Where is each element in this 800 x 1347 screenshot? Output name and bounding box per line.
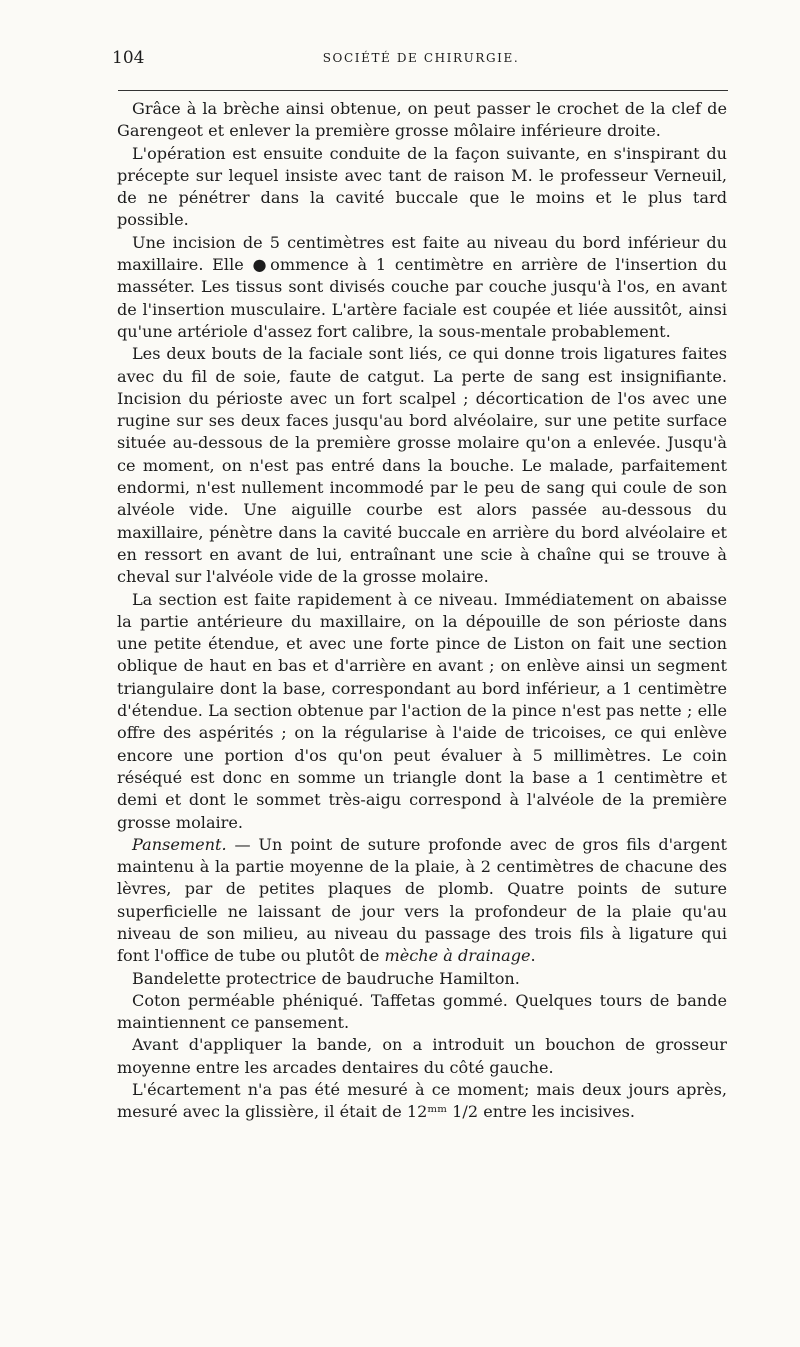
body-text <box>117 98 727 1124</box>
paragraph: Bandelette protectrice de baudruche Hamilton. <box>132 968 520 988</box>
paragraph: La section est faite rapidement à ce niveau. Immédiatement on abaisse la partie antérieure du maxillaire, on la dépouille de son périoste dans une petite étendue, et avec une forte pince de Liston on fait une section oblique de haut en bas et d'arrière en avant ; on enlève ainsi un segment triangulaire dont la base, correspondant au bord inférieur, a 1 centimètre d'étendue. La section obtenue par l'action de la pince n'est pas nette ; elle offre des aspérités ; on la régularise à l'aide de tricoises, ce qui enlève encore une portion d'os qu'on peut évaluer à 5 millimètres. Le coin réséqué est donc en somme un triangle dont la base a 1 centimètre et demi et dont le sommet très-aigu correspond à l'alvéole de la première grosse molaire. <box>117 589 727 832</box>
paragraph: Coton perméable phéniqué. Taffetas gommé. Quelques tours de bande maintiennent ce pansement. <box>117 990 727 1033</box>
page-number: 104 <box>112 48 145 68</box>
paragraph: Une incision de 5 centimètres est faite au niveau du bord inférieur du maxillaire. Elle ●ommence à 1 centimètre en arrière de l'insertion du masséter. Les tissus sont divisés couche par couche jusqu'à l'os, en avant de l'insertion musculaire. L'artère faciale est coupée et liée aussitôt, ainsi qu'une artériole d'assez fort calibre, la sous-mentale probablement. <box>117 232 727 341</box>
paragraph: L'écartement n'a pas été mesuré à ce moment; mais deux jours après, mesuré avec la glissière, il était de 12ᵐᵐ 1/2 entre les incisives. <box>117 1080 727 1122</box>
running-title: SOCIÉTÉ DE CHIRURGIE. <box>322 51 520 65</box>
paragraph-pansement <box>117 834 727 968</box>
section-lead: Pansement. <box>132 834 227 854</box>
paragraph: L'opération est ensuite conduite de la façon suivante, en s'inspirant du précepte sur lequel insiste avec tant de raison M. le professeur Verneuil, de ne pénétrer dans la cavité buccale que le moins et le plus tard possible. <box>117 143 727 230</box>
paragraph: Les deux bouts de la faciale sont liés, ce qui donne trois ligatures faites avec du fil de soie, faute de catgut. La perte de sang est insignifiante. Incision du périoste avec un fort scalpel ; décortication de l'os avec une rugine sur ses deux faces jusqu'au bord alvéolaire, sur une petite surface située au-dessous de la première grosse molaire qu'on a enlevée. Jusqu'à ce moment, on n'est pas entré dans la bouche. Le malade, parfaitement endormi, n'est nullement incommodé par le peu de sang qui coule de son alvéole vide. Une aiguille courbe est alors passée au-dessous du maxillaire, pénètre dans la cavité buccale en arrière du bord alvéolaire et en ressort en avant de lui, entraînant une scie à chaîne qui se trouve à cheval sur l'alvéole vide de la grosse molaire. <box>117 344 727 587</box>
paragraph: Grâce à la brèche ainsi obtenue, on peut passer le crochet de la clef de Garengeot et enlever la première grosse môlaire inférieure droite. <box>117 99 727 141</box>
italic-term: mèche à drainage <box>384 946 531 966</box>
header-rule <box>118 90 728 91</box>
paragraph-text: — Un point de suture profonde avec de gros fils d'argent maintenu à la partie moyenne de la plaie, à 2 centimètres de chacune des lèvres, par de petites plaques de plomb. Quatre points de suture superficielle ne laissant de jour vers la profondeur de la plaie qu'au niveau de son milieu, au niveau du passage des trois fils à ligature qui font l'office de tube ou plutôt de <box>117 834 727 966</box>
paragraph: Avant d'appliquer la bande, on a introduit un bouchon de grosseur moyenne entre les arcades dentaires du côté gauche. <box>117 1035 727 1077</box>
page-header <box>112 48 730 74</box>
paragraph-end: . <box>530 946 536 966</box>
